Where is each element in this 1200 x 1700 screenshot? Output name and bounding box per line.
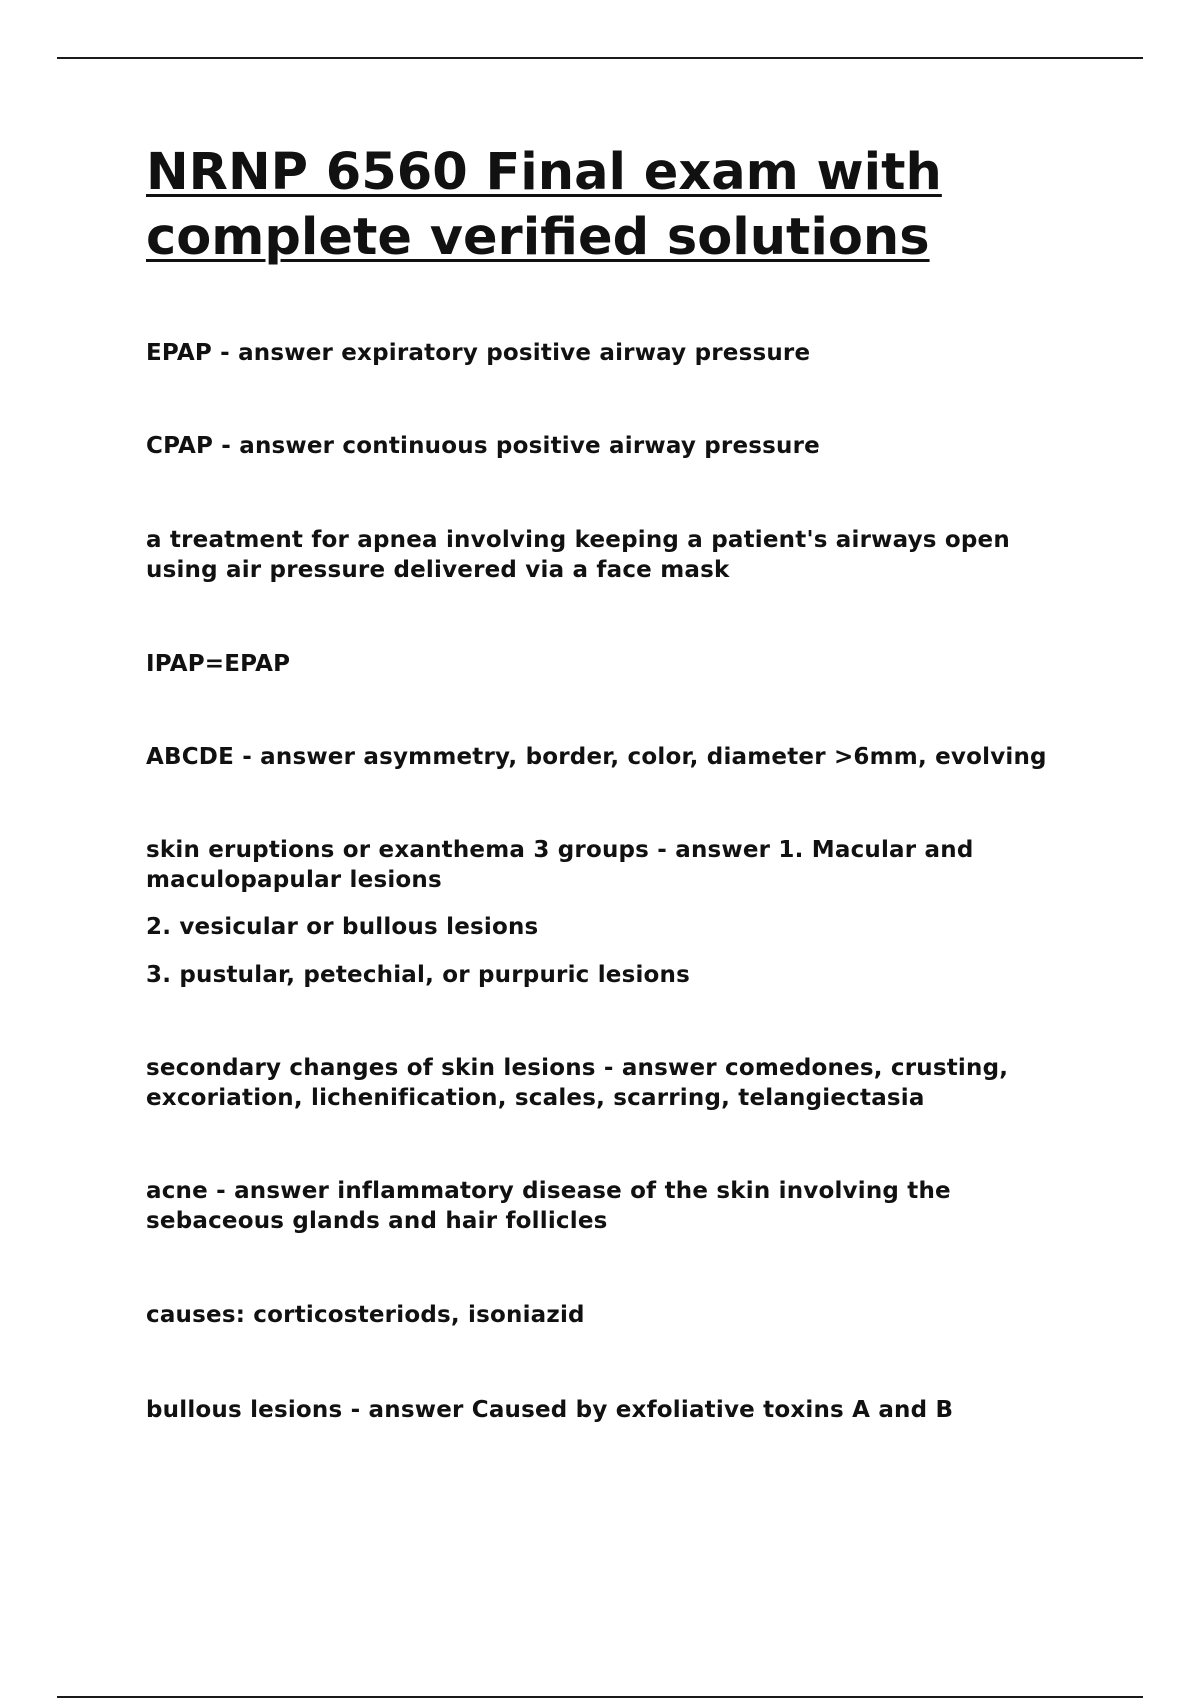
- entry-line: excoriation, lichenification, scales, scarring, telangiectasia: [146, 1085, 925, 1111]
- entry-line: sebaceous glands and hair follicles: [146, 1208, 608, 1234]
- entry-line: bullous lesions - answer Caused by exfoliative toxins A and B: [146, 1397, 954, 1423]
- entry-cpap: [146, 431, 1106, 461]
- entry-line: CPAP - answer continuous positive airway pressure: [146, 433, 820, 459]
- entry-causes: [146, 1300, 1106, 1330]
- entry-pustular: [146, 960, 1106, 990]
- entry-line: IPAP=EPAP: [146, 651, 291, 677]
- top-rule: [57, 57, 1143, 59]
- entry-line: maculopapular lesions: [146, 867, 442, 893]
- entry-line: ABCDE - answer asymmetry, border, color, diameter >6mm, evolving: [146, 744, 1047, 770]
- entry-line: EPAP - answer expiratory positive airway pressure: [146, 340, 811, 366]
- document-title-line: complete verified solutions: [146, 208, 930, 267]
- bottom-rule: [57, 1696, 1143, 1698]
- entry-skin-eruptions: [146, 835, 1106, 895]
- entry-ipap: [146, 649, 1106, 679]
- entry-line: secondary changes of skin lesions - answer comedones, crusting,: [146, 1055, 1009, 1081]
- entry-line: 2. vesicular or bullous lesions: [146, 914, 539, 940]
- document-title: [146, 140, 1046, 270]
- entry-cpap-definition: [146, 525, 1106, 585]
- entry-bullous-lesions: [146, 1395, 1106, 1425]
- document-title-line: NRNP 6560 Final exam with: [146, 143, 942, 202]
- entry-line: 3. pustular, petechial, or purpuric lesions: [146, 962, 691, 988]
- entry-line: acne - answer inflammatory disease of the skin involving the: [146, 1178, 951, 1204]
- entry-epap: [146, 338, 1106, 368]
- entry-line: using air pressure delivered via a face mask: [146, 557, 730, 583]
- entry-vesicular: [146, 912, 1106, 942]
- entry-abcde: [146, 742, 1106, 772]
- entry-secondary-changes: [146, 1053, 1106, 1113]
- entry-acne: [146, 1176, 1106, 1236]
- entry-line: a treatment for apnea involving keeping a patient's airways open: [146, 527, 1010, 553]
- entry-line: causes: corticosteriods, isoniazid: [146, 1302, 585, 1328]
- entry-line: skin eruptions or exanthema 3 groups - answer 1. Macular and: [146, 837, 974, 863]
